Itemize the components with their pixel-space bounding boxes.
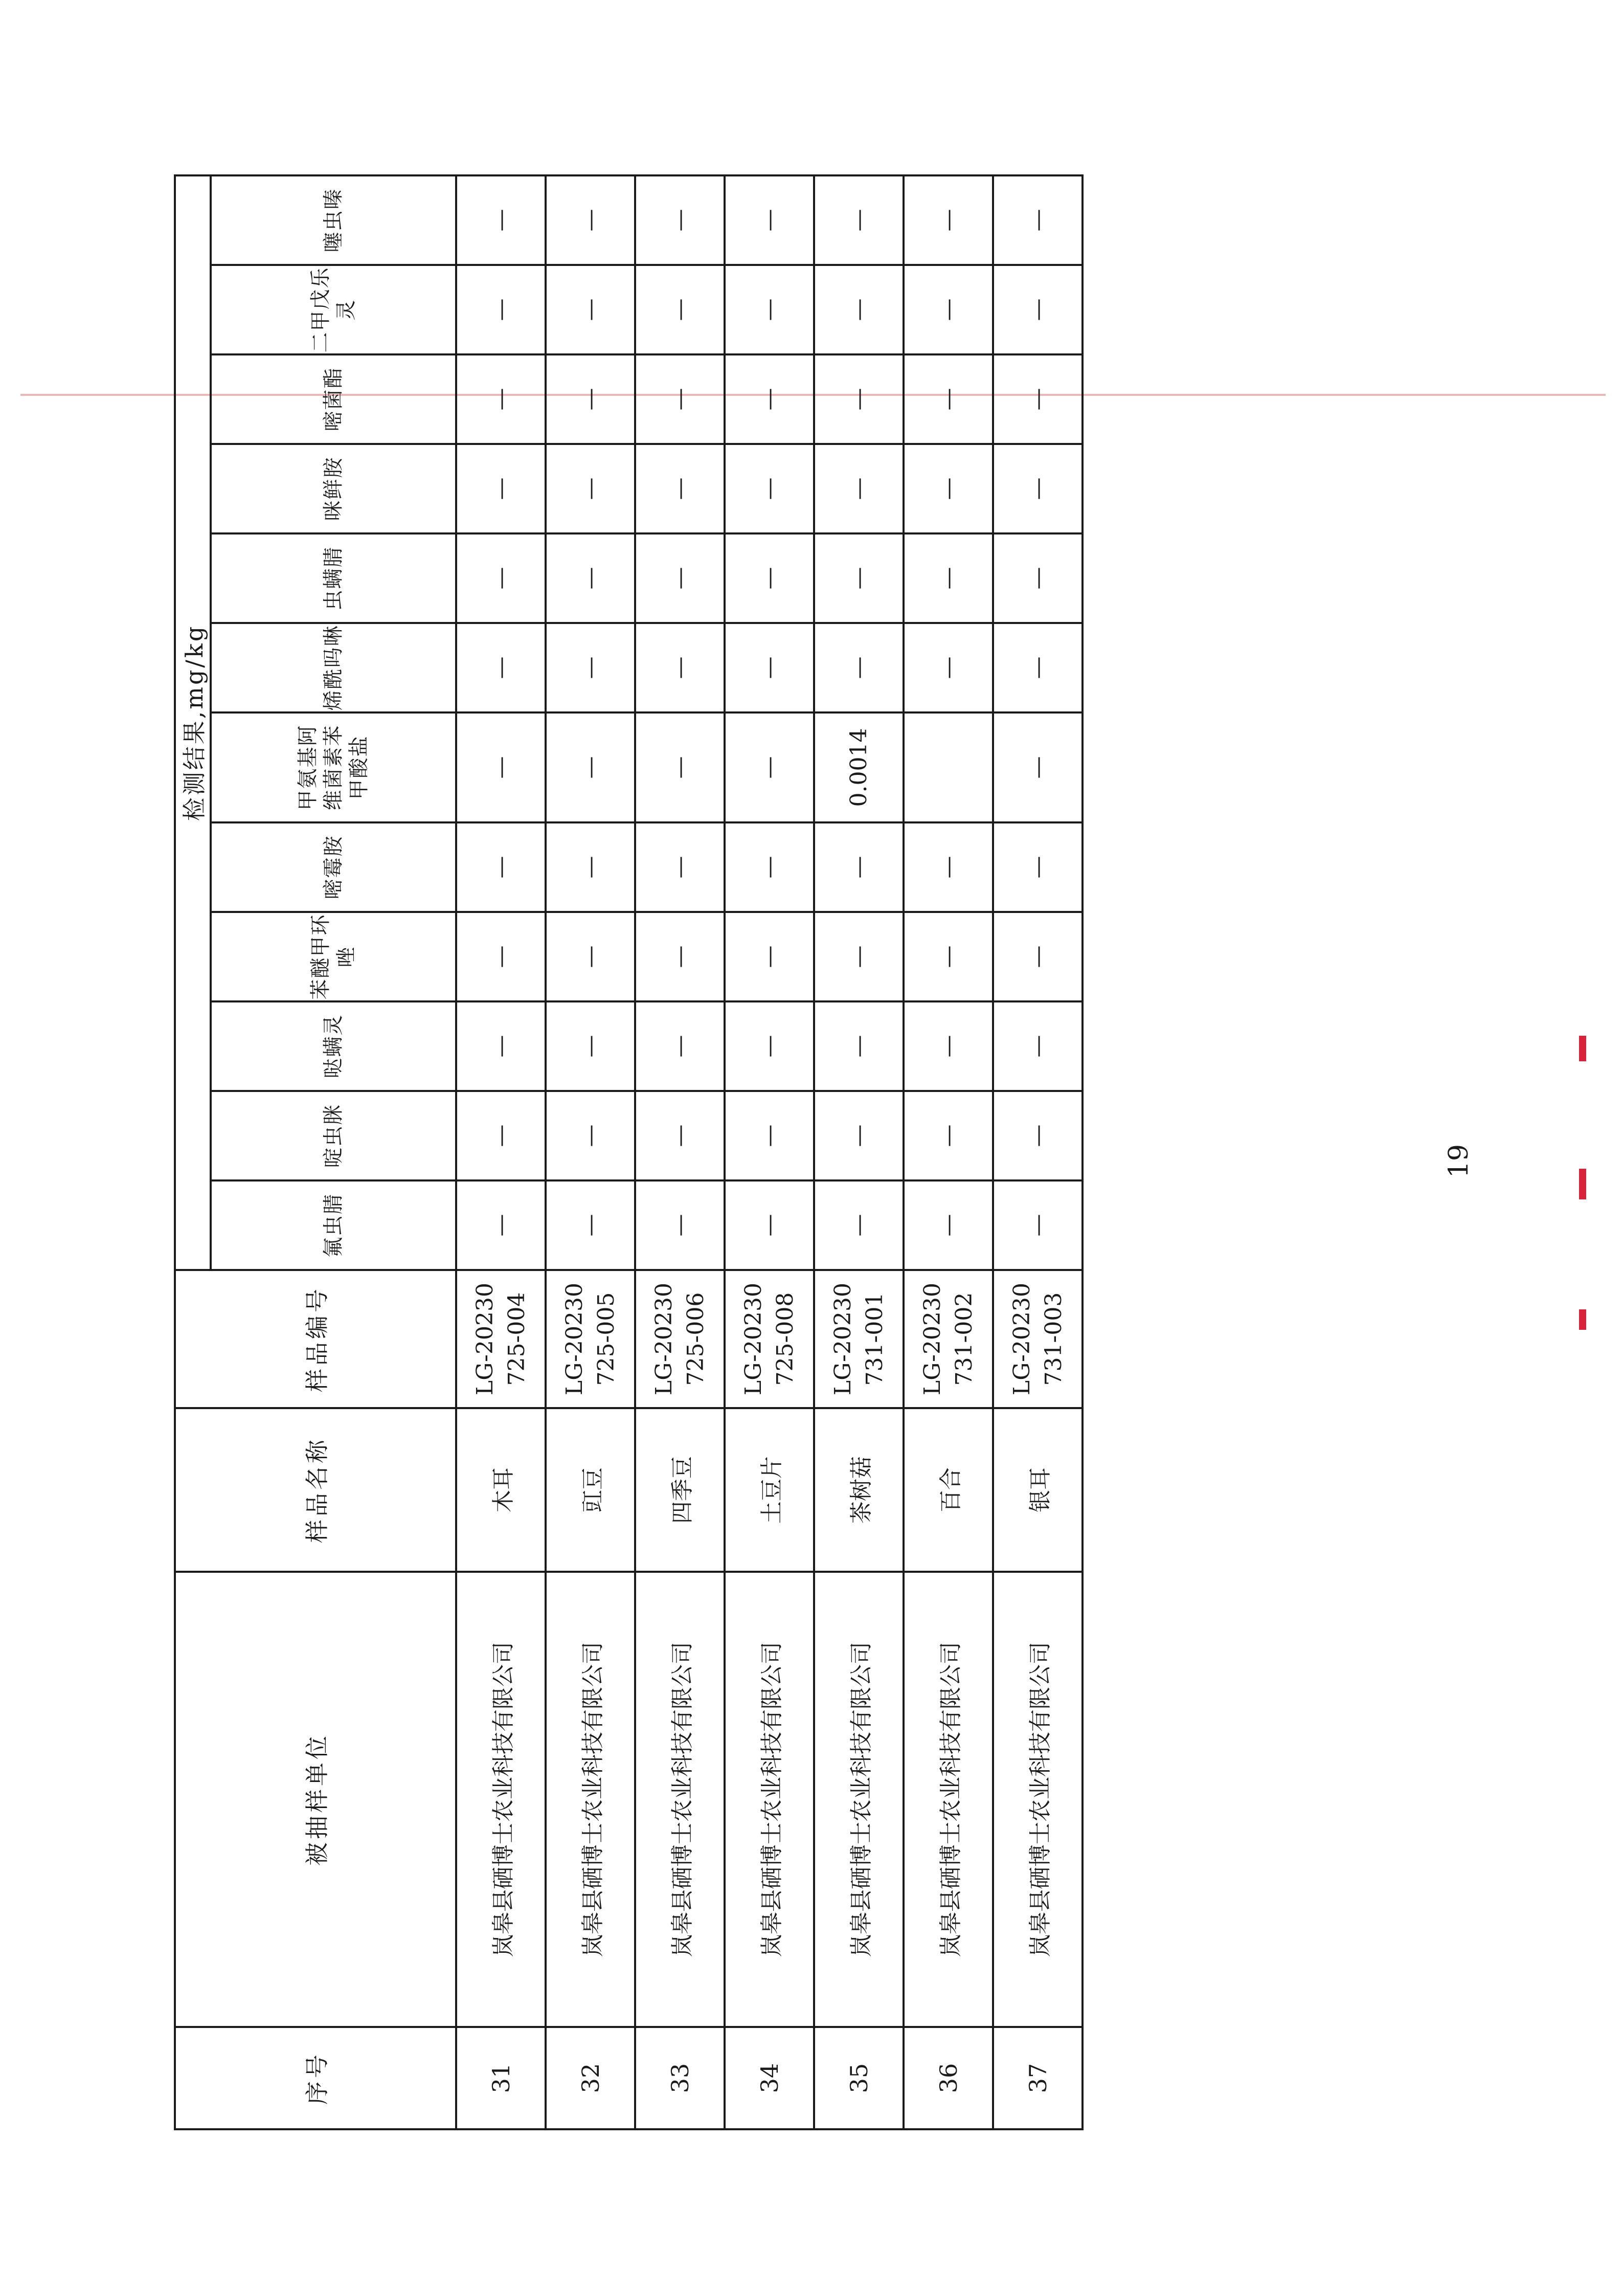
result-value: —	[456, 912, 546, 1001]
result-value: —	[546, 712, 635, 822]
result-value: —	[456, 1091, 546, 1180]
header-sample-name: 样品名称	[175, 1408, 456, 1572]
result-value: —	[904, 1001, 993, 1091]
header-pesticide	[211, 623, 456, 712]
result-value: —	[635, 1180, 725, 1270]
header-pesticide	[211, 265, 456, 354]
result-value: —	[904, 623, 993, 712]
result-value: —	[546, 1091, 635, 1180]
result-value: —	[904, 444, 993, 533]
result-value: —	[814, 533, 904, 623]
header-pesticide-label: 哒螨灵	[322, 1014, 345, 1079]
row-seq: 36	[904, 2027, 993, 2129]
result-value: —	[546, 265, 635, 354]
result-value: —	[456, 444, 546, 533]
result-value: —	[814, 822, 904, 912]
row-sample-code	[456, 1270, 546, 1408]
row-seq: 34	[725, 2027, 814, 2129]
row-sample-code	[993, 1270, 1083, 1408]
result-value: —	[993, 822, 1083, 912]
sample-code-line: LG-20230	[829, 1282, 856, 1396]
result-value: —	[993, 175, 1083, 265]
result-value: —	[993, 1001, 1083, 1091]
result-value: —	[904, 1180, 993, 1270]
page-number: 19	[1444, 1144, 1475, 1178]
row-unit: 岚皋县硒博士农业科技有限公司	[814, 1572, 904, 2027]
result-value: —	[725, 354, 814, 444]
result-value: —	[635, 822, 725, 912]
table-row	[814, 175, 904, 2129]
header-pesticide	[211, 912, 456, 1001]
header-pesticide-label: 嘧霉胺	[322, 835, 345, 900]
result-value: —	[904, 175, 993, 265]
row-sample-name: 土豆片	[725, 1408, 814, 1572]
result-value: —	[725, 175, 814, 265]
sample-code-line: LG-20230	[740, 1282, 767, 1396]
result-value: —	[814, 912, 904, 1001]
result-value: —	[456, 623, 546, 712]
rotated-table-frame	[174, 188, 1074, 2130]
result-value: —	[546, 1180, 635, 1270]
table-row	[456, 175, 546, 2129]
result-value: —	[725, 623, 814, 712]
result-value: —	[725, 533, 814, 623]
header-pesticide-label: 嘧菌酯	[322, 367, 345, 432]
result-value: —	[635, 175, 725, 265]
result-value: —	[456, 712, 546, 822]
result-value: —	[635, 444, 725, 533]
result-value: —	[546, 822, 635, 912]
sample-code-line: 731-001	[861, 1292, 888, 1386]
result-value: —	[904, 912, 993, 1001]
row-sample-code	[546, 1270, 635, 1408]
sample-code-line: 725-006	[682, 1292, 709, 1386]
row-unit: 岚皋县硒博士农业科技有限公司	[904, 1572, 993, 2027]
header-pesticide	[211, 1091, 456, 1180]
row-seq: 35	[814, 2027, 904, 2129]
results-table	[174, 174, 1084, 2130]
result-value: —	[456, 1001, 546, 1091]
result-value: —	[993, 712, 1083, 822]
scan-mark	[1579, 1036, 1586, 1061]
header-pesticide	[211, 1001, 456, 1091]
result-value: —	[546, 1001, 635, 1091]
row-sample-name: 茶树菇	[814, 1408, 904, 1572]
header-pesticide	[211, 444, 456, 533]
result-value: —	[635, 533, 725, 623]
header-pesticide-label: 二甲戊乐灵	[309, 266, 358, 353]
header-pesticide	[211, 822, 456, 912]
result-value: —	[725, 1001, 814, 1091]
result-value: —	[814, 1180, 904, 1270]
row-sample-code	[635, 1270, 725, 1408]
result-value: —	[993, 444, 1083, 533]
result-value: —	[725, 1180, 814, 1270]
result-value: —	[635, 623, 725, 712]
result-value: —	[635, 1091, 725, 1180]
result-value: —	[635, 1001, 725, 1091]
row-sample-name: 豇豆	[546, 1408, 635, 1572]
row-seq: 32	[546, 2027, 635, 2129]
row-sample-name: 百合	[904, 1408, 993, 1572]
sample-code-line: LG-20230	[650, 1282, 677, 1396]
result-value: —	[546, 533, 635, 623]
row-sample-name: 四季豆	[635, 1408, 725, 1572]
header-unit: 被抽样单位	[175, 1572, 456, 2027]
result-value: —	[456, 265, 546, 354]
result-value: —	[546, 623, 635, 712]
sample-code-line: 731-002	[951, 1292, 977, 1386]
result-value: —	[904, 533, 993, 623]
result-value: —	[993, 912, 1083, 1001]
header-pesticide-label: 啶虫脒	[322, 1103, 345, 1168]
sample-code-line: LG-20230	[561, 1282, 588, 1396]
result-value: —	[725, 1091, 814, 1180]
result-value: —	[546, 912, 635, 1001]
result-value: —	[635, 354, 725, 444]
result-value: —	[814, 175, 904, 265]
header-pesticide-label: 苯醚甲环唑	[309, 913, 358, 1000]
result-value: —	[904, 354, 993, 444]
result-value: —	[725, 712, 814, 822]
row-seq: 31	[456, 2027, 546, 2129]
result-value: —	[993, 1091, 1083, 1180]
sample-code-line: LG-20230	[471, 1282, 498, 1396]
result-value: —	[993, 354, 1083, 444]
row-unit: 岚皋县硒博士农业科技有限公司	[635, 1572, 725, 2027]
header-pesticide-label: 噻虫嗪	[322, 188, 345, 253]
row-sample-code	[725, 1270, 814, 1408]
result-value	[904, 712, 993, 822]
header-pesticide	[211, 175, 456, 265]
result-value: —	[456, 175, 546, 265]
result-value: —	[635, 712, 725, 822]
sample-code-line: 731-003	[1040, 1292, 1067, 1386]
header-pesticide-label: 虫螨腈	[322, 546, 345, 611]
row-unit: 岚皋县硒博士农业科技有限公司	[725, 1572, 814, 2027]
sample-code-line: LG-20230	[1008, 1282, 1035, 1396]
result-value: —	[456, 822, 546, 912]
row-unit: 岚皋县硒博士农业科技有限公司	[546, 1572, 635, 2027]
sample-code-line: LG-20230	[919, 1282, 945, 1396]
table-row	[635, 175, 725, 2129]
row-unit: 岚皋县硒博士农业科技有限公司	[993, 1572, 1083, 2027]
result-value: —	[904, 265, 993, 354]
result-value: 0.0014	[814, 712, 904, 822]
row-unit: 岚皋县硒博士农业科技有限公司	[456, 1572, 546, 2027]
result-value: —	[904, 1091, 993, 1180]
result-value: —	[725, 444, 814, 533]
result-value: —	[546, 354, 635, 444]
header-results-group: 检测结果,mg/kg	[175, 175, 211, 1270]
result-value: —	[814, 623, 904, 712]
row-sample-code	[814, 1270, 904, 1408]
header-pesticide	[211, 1180, 456, 1270]
result-value: —	[993, 265, 1083, 354]
result-value: —	[904, 822, 993, 912]
result-value: —	[814, 265, 904, 354]
header-pesticide	[211, 712, 456, 822]
result-value: —	[993, 623, 1083, 712]
header-pesticide	[211, 354, 456, 444]
result-value: —	[456, 354, 546, 444]
result-value: —	[725, 822, 814, 912]
result-value: —	[725, 912, 814, 1001]
sample-code-line: 725-004	[503, 1292, 530, 1386]
result-value: —	[546, 175, 635, 265]
result-value: —	[725, 265, 814, 354]
header-pesticide	[211, 533, 456, 623]
scan-mark	[1579, 1309, 1586, 1330]
result-value: —	[993, 1180, 1083, 1270]
result-value: —	[635, 912, 725, 1001]
row-sample-name: 木耳	[456, 1408, 546, 1572]
header-pesticide-label: 烯酰吗啉	[322, 625, 345, 711]
result-value: —	[456, 533, 546, 623]
row-seq: 33	[635, 2027, 725, 2129]
results-body	[456, 175, 1083, 2129]
row-sample-name: 银耳	[993, 1408, 1083, 1572]
result-value: —	[814, 1001, 904, 1091]
result-value: —	[635, 265, 725, 354]
row-sample-code	[904, 1270, 993, 1408]
result-value: —	[814, 354, 904, 444]
table-row	[993, 175, 1083, 2129]
table-row	[904, 175, 993, 2129]
result-value: —	[814, 1091, 904, 1180]
result-value: —	[814, 444, 904, 533]
header-seq: 序号	[175, 2027, 456, 2129]
scan-mark	[1579, 1169, 1586, 1199]
table-row	[725, 175, 814, 2129]
result-value: —	[456, 1180, 546, 1270]
header-pesticide-label: 氟虫腈	[322, 1193, 345, 1258]
sample-code-line: 725-005	[593, 1292, 619, 1386]
result-value: —	[546, 444, 635, 533]
header-sample-code: 样品编号	[175, 1270, 456, 1408]
row-seq: 37	[993, 2027, 1083, 2129]
header-pesticide-label: 咪鲜胺	[322, 456, 345, 521]
table-row	[546, 175, 635, 2129]
sample-code-line: 725-008	[772, 1292, 798, 1386]
result-value: —	[993, 533, 1083, 623]
header-pesticide-label: 甲氨基阿维菌素苯甲酸盐	[296, 724, 371, 811]
